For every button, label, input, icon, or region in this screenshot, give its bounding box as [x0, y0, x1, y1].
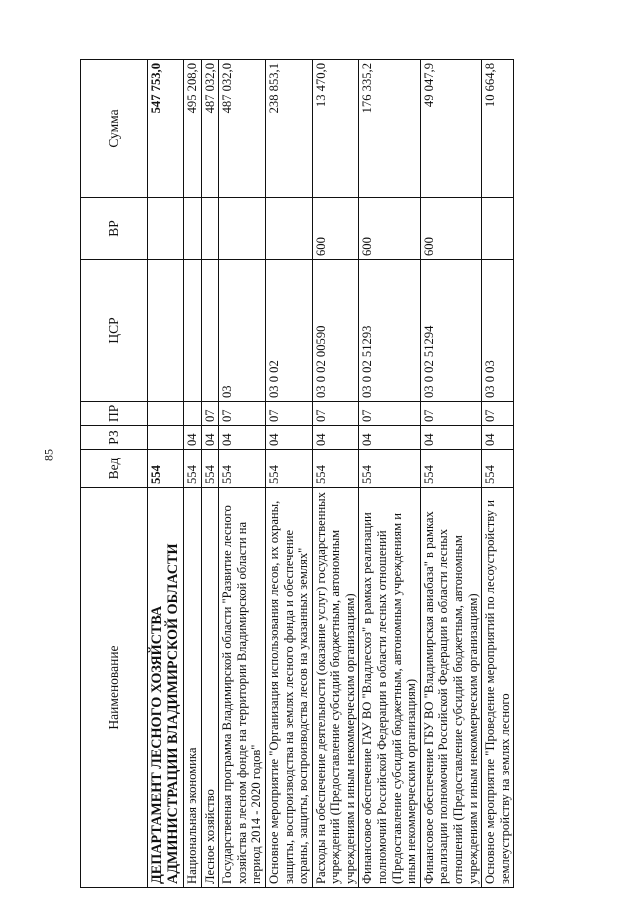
cell-name: Финансовое обеспечение ГБУ ВО "Владимирская авиабаза" в рамках реализации полномочий Российской Федерации в области лесных отношений (Предоставление субсидий бюджетным, автономным учреждениям и иным некоммерческим организациям): [420, 488, 481, 888]
cell-pr: 07: [359, 402, 420, 426]
table-row: [359, 60, 420, 888]
cell-rz: 04: [201, 426, 219, 450]
cell-name: Основное мероприятие "Проведение мероприятий по лесоустройству и землеустройству на землях лесного: [482, 488, 514, 888]
cell-ved: 554: [148, 450, 184, 488]
cell-ved: 554: [183, 450, 201, 488]
cell-csr: 03 0 02 51293: [359, 260, 420, 402]
cell-rz: 04: [420, 426, 481, 450]
cell-ved: 554: [420, 450, 481, 488]
cell-vr: [183, 198, 201, 260]
cell-pr: [148, 402, 184, 426]
cell-pr: 07: [265, 402, 312, 426]
cell-sum: 495 208,0: [183, 60, 201, 198]
header-sum: Сумма: [81, 60, 148, 198]
cell-pr: 07: [219, 402, 266, 426]
header-ved: Вед: [81, 450, 148, 488]
table-row: [420, 60, 481, 888]
header-csr: ЦСР: [81, 260, 148, 402]
cell-name: Государственная программа Владимирской области "Развитие лесного хозяйства в лесном фонде на территории Владимирской области на период 2014 - 2020 годов": [219, 488, 266, 888]
cell-name: Национальная экономика: [183, 488, 201, 888]
cell-pr: [183, 402, 201, 426]
header-rz: РЗ: [81, 426, 148, 450]
cell-rz: 04: [482, 426, 514, 450]
table-header-row: [81, 60, 148, 888]
header-name: Наименование: [81, 488, 148, 888]
table-row: [265, 60, 312, 888]
cell-csr: [183, 260, 201, 402]
cell-pr: 07: [482, 402, 514, 426]
cell-rz: 04: [219, 426, 266, 450]
cell-name: Расходы на обеспечение деятельности (оказание услуг) государственных учреждений (Предоставление субсидий бюджетным, автономным учреждениям и иным некоммерческим организациям): [312, 488, 359, 888]
cell-rz: 04: [183, 426, 201, 450]
cell-vr: 600: [420, 198, 481, 260]
cell-vr: [201, 198, 219, 260]
cell-sum: 547 753,0: [148, 60, 184, 198]
cell-csr: 03: [219, 260, 266, 402]
cell-name: Основное мероприятие "Организация использования лесов, их охраны, защиты, воспроизводства на землях лесного фонда и обеспечение охраны, защиты, воспроизводства лесов на указанных землях": [265, 488, 312, 888]
cell-name: Лесное хозяйство: [201, 488, 219, 888]
budget-table: [80, 59, 514, 888]
cell-ved: 554: [312, 450, 359, 488]
cell-vr: [265, 198, 312, 260]
cell-csr: 03 0 03: [482, 260, 514, 402]
rotated-page: [80, 60, 610, 888]
cell-vr: [148, 198, 184, 260]
table-row: [183, 60, 201, 888]
header-pr: ПР: [81, 402, 148, 426]
table-row: [219, 60, 266, 888]
cell-ved: 554: [265, 450, 312, 488]
cell-rz: 04: [312, 426, 359, 450]
header-vr: ВР: [81, 198, 148, 260]
page-number: 85: [41, 449, 56, 461]
cell-vr: [482, 198, 514, 260]
cell-sum: 487 032,0: [201, 60, 219, 198]
cell-sum: 176 335,2: [359, 60, 420, 198]
cell-sum: 10 664,8: [482, 60, 514, 198]
cell-csr: 03 0 02 51294: [420, 260, 481, 402]
table-body: [148, 60, 514, 888]
cell-sum: 487 032,0: [219, 60, 266, 198]
cell-csr: [201, 260, 219, 402]
table-row: [201, 60, 219, 888]
table-row: [312, 60, 359, 888]
cell-sum: 238 853,1: [265, 60, 312, 198]
cell-ved: 554: [359, 450, 420, 488]
cell-csr: 03 0 02 00590: [312, 260, 359, 402]
table-row: [148, 60, 184, 888]
cell-sum: 13 470,0: [312, 60, 359, 198]
cell-name: Финансовое обеспечение ГАУ ВО "Владлесхоз" в рамках реализации полномочий Российской Федерации в области лесных отношений (Предоставление субсидий бюджетным, автономным учреждениям и иным некоммерческим организациям): [359, 488, 420, 888]
cell-sum: 49 047,9: [420, 60, 481, 198]
cell-name: ДЕПАРТАМЕНТ ЛЕСНОГО ХОЗЯЙСТВА АДМИНИСТРАЦИИ ВЛАДИМИРСКОЙ ОБЛАСТИ: [148, 488, 184, 888]
cell-ved: 554: [201, 450, 219, 488]
cell-rz: 04: [359, 426, 420, 450]
cell-pr: 07: [312, 402, 359, 426]
cell-vr: 600: [359, 198, 420, 260]
cell-ved: 554: [219, 450, 266, 488]
cell-pr: 07: [420, 402, 481, 426]
cell-rz: [148, 426, 184, 450]
cell-pr: 07: [201, 402, 219, 426]
table-row: [482, 60, 514, 888]
cell-csr: 03 0 02: [265, 260, 312, 402]
cell-vr: 600: [312, 198, 359, 260]
cell-rz: 04: [265, 426, 312, 450]
cell-csr: [148, 260, 184, 402]
cell-vr: [219, 198, 266, 260]
cell-ved: 554: [482, 450, 514, 488]
